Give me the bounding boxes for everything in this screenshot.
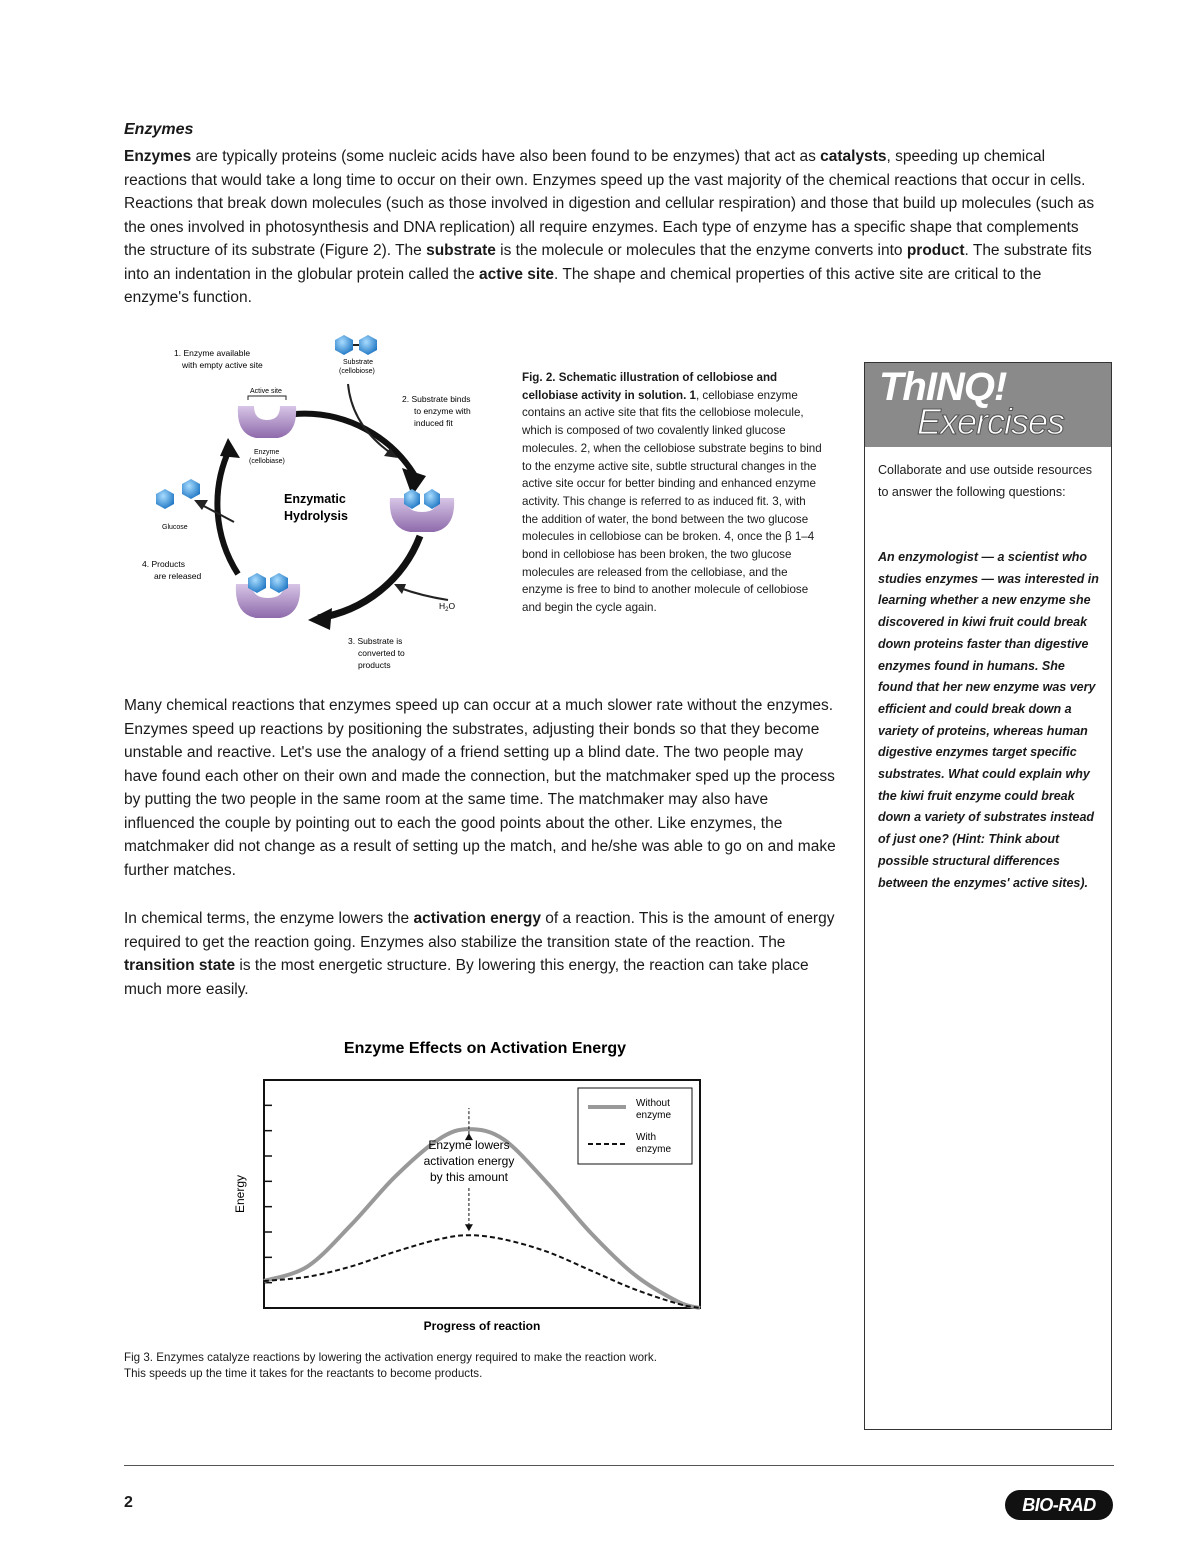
water-label: $H_2O$ (439, 601, 456, 613)
intro-text: , speeding up chemical reactions that would take a long time to occur on their own. Enzymes speed up the vast majority of the chemical reactions that occur in cells. Reactions that break down molecules (such as those involved in digestion and cellular respiration) and those that build up molecules (such as the ones involved in photosynthesis and DNA replication) all require enzymes. Each type of enzyme has a specific shape that complements the structure of its substrate (Figure 2). The (124, 148, 1095, 259)
chart-title: Enzyme Effects on Activation Energy (343, 1040, 627, 1057)
enzyme-empty-icon (238, 406, 296, 438)
substrate-label: Substrate (343, 359, 373, 366)
y-axis-ticks (264, 1105, 272, 1282)
sidebar-question: An enzymologist — a scientist who studies enzymes — was interested in learning whether a new enzyme she discovered in kiwi fruit could break down proteins faster than digestive enzymes found in humans. She found that her new enzyme was very efficient and could break down a variety of proteins, whereas human digestive enzymes target specific substrates. What could explain why the kiwi fruit enzyme could break down a variety of substrates instead of just one? (Hint: Think about possible structural differences between the enzymes' active sites). (878, 550, 1099, 890)
paragraph-text: In chemical terms, the enzyme lowers the (124, 910, 414, 927)
annotation-text: Enzyme lowers (428, 1138, 510, 1152)
term-product: product (906, 242, 965, 259)
chart-legend (578, 1088, 692, 1164)
term-active-site: active site (479, 265, 555, 283)
active-site-label: Active site (250, 388, 282, 395)
glucose-icon (156, 479, 200, 509)
y-axis-label: Energy (233, 1174, 247, 1214)
step2-label: to enzyme with (414, 406, 471, 416)
paragraph-text: is the most energetic structure. By lowering this energy, the reaction can take place much more easily. (124, 957, 809, 998)
term-substrate: substrate (426, 242, 496, 259)
intro-text: are typically proteins (some nucleic acids have also been found to be enzymes) that act as (191, 148, 821, 165)
step3-label: 3. Substrate is (348, 636, 403, 646)
sidebar-subtitle: Exercises (917, 401, 1065, 442)
enzyme-products-icon (236, 573, 300, 618)
step3-label: products (358, 660, 391, 670)
substrate-label: (cellobiose) (339, 368, 375, 375)
water-arrow (400, 588, 448, 600)
paragraph-text: of a reaction. This is the amount of energy required to get the reaction going. Enzymes also stabilize the transition state of the reaction. The (124, 910, 835, 951)
cycle-arrow (217, 448, 238, 574)
intro-paragraph (124, 145, 1104, 310)
enzyme-bound-icon (390, 489, 454, 532)
step2-label: induced fit (414, 418, 453, 428)
step1-label: with empty active site (182, 360, 263, 370)
annotation-text: by this amount (429, 1170, 509, 1184)
diagram-center-label: Enzymatic (284, 492, 346, 506)
term-enzymes: Enzymes (124, 148, 192, 165)
cellobiose-icon (335, 335, 377, 355)
step2-label: 2. Substrate binds (402, 394, 471, 404)
section-heading: Enzymes (124, 121, 194, 138)
term-transition-state: transition state (124, 957, 236, 974)
enzymatic-hydrolysis-diagram (130, 326, 520, 676)
figure2-caption (522, 369, 822, 617)
arrowhead-icon (220, 438, 240, 458)
thinq-exercises-sidebar (864, 362, 1112, 1430)
figure3-caption-line: Fig 3. Enzymes catalyze reactions by lowering the activation energy required to make the reaction work. (124, 1351, 657, 1364)
figure2-caption-body: , cellobiase enzyme contains an active site that fits the cellobiose molecule, which is composed of two covalently linked glucose molecules. 2, when the cellobiose substrate begins to bind to the enzyme active site, subtle structural changes in the active site occur for better binding and enhanced enzyme activity. This change is referred to as induced fit. 3, with the addition of water, the bond between the two glucose molecules in cellobiose can be broken. 4, once the β 1–4 bond in cellobiose has been broken, the two glucose molecules are released from the cellobiase, and the enzyme is free to bind to another molecule of cellobiose and begin the cycle again. (522, 388, 822, 615)
glucose-label: Glucose (162, 524, 188, 531)
bio-rad-logo: BIO-RAD (1005, 1490, 1113, 1520)
arrowhead-icon (465, 1224, 473, 1231)
activation-energy-chart (230, 1030, 720, 1340)
sidebar-intro: Collaborate and use outside resources to answer the following questions: (878, 463, 1093, 499)
legend-label: With (636, 1132, 656, 1143)
sidebar-title: ThINQ! (879, 365, 1007, 409)
paragraph-matchmaker: Many chemical reactions that enzymes speed up can occur at a much slower rate without the enzymes. Enzymes speed up reactions by positioning the substrates, adjusting their bonds so that they become unstable and reactive. Let's use the analogy of a friend setting up a blind date. The two people may have found each other on their own and made the connection, but the matchmaker sped up the process by putting the two people in the same room at the same time. The matchmaker may also have influenced the couple by pointing out to each the good points about the other. Like enzymes, the matchmaker did not change as a result of setting up the match, and he/she was able to go on and make further matches. (124, 697, 836, 879)
step4-label: 4. Products (142, 559, 185, 569)
paragraph-activation-energy (124, 907, 836, 1001)
sidebar-header (865, 363, 1111, 447)
annotation-text: activation energy (423, 1154, 515, 1168)
legend-label: enzyme (636, 1110, 672, 1121)
page-number: 2 (124, 1494, 133, 1511)
term-activation-energy: activation energy (413, 910, 541, 927)
x-axis-label: Progress of reaction (423, 1319, 541, 1333)
intro-text: . The substrate fits into an indentation in the globular protein called the (124, 242, 1092, 283)
cycle-arrow (318, 536, 420, 618)
legend-label: Without (636, 1098, 670, 1109)
legend-label: enzyme (636, 1144, 672, 1155)
figure3-caption-line: This speeds up the time it takes for the reactants to become products. (124, 1367, 483, 1380)
step3-label: converted to (358, 648, 405, 658)
intro-text: is the molecule or molecules that the enzyme converts into (495, 242, 907, 259)
enzyme-label: (cellobiase) (249, 458, 285, 465)
figure2-caption-lead: Fig. 2. Schematic illustration of cellobiose and cellobiase activity in solution. 1 (522, 371, 778, 402)
arrowhead-icon (308, 608, 332, 630)
footer-divider (124, 1465, 1114, 1466)
step1-label: 1. Enzyme available (174, 348, 251, 358)
diagram-center-label: Hydrolysis (284, 509, 348, 523)
arrowhead-icon (194, 500, 208, 510)
step4-label: are released (154, 571, 202, 581)
active-site-bracket (248, 396, 286, 400)
intro-text: . The shape and chemical properties of this active site are critical to the enzyme's function. (124, 265, 1042, 306)
figure3-caption (124, 1350, 824, 1382)
term-catalysts: catalysts (820, 148, 887, 165)
cycle-arrow (295, 414, 418, 481)
enzyme-label: Enzyme (254, 449, 280, 456)
